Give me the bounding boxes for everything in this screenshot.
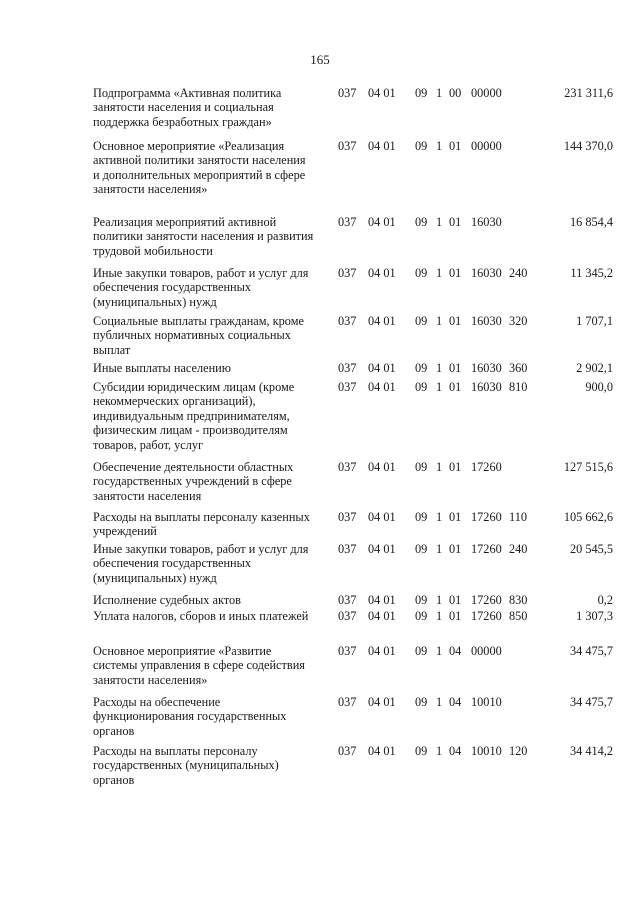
cell-sub: 1 [436, 380, 443, 394]
cell-program: 09 [415, 695, 428, 709]
row-name: Социальные выплаты гражданам, кроме публичных нормативных социальных выплат [93, 314, 304, 357]
cell-exptype: 830 [509, 593, 528, 607]
cell-exptype: 120 [509, 744, 528, 758]
cell-event: 01 [449, 314, 462, 328]
row-name: Реализация мероприятий активной политики занятости населения и развития трудовой мобильности [93, 215, 314, 258]
row-name: Расходы на выплаты персоналу государственных (муниципальных) органов [93, 744, 279, 787]
cell-event: 00 [449, 86, 462, 100]
cell-ministry: 037 [338, 380, 357, 394]
cell-direction: 00000 [471, 86, 502, 100]
cell-event: 01 [449, 139, 462, 153]
cell-exptype: 810 [509, 380, 528, 394]
cell-exptype: 240 [509, 542, 528, 556]
cell-event: 01 [449, 361, 462, 375]
cell-section: 04 01 [368, 542, 396, 556]
cell-ministry: 037 [338, 361, 357, 375]
cell-sub: 1 [436, 460, 443, 474]
cell-exptype: 320 [509, 314, 528, 328]
row-name: Субсидии юридическим лицам (кроме некоммерческих организаций), индивидуальным предпринимателям, физическим лицам - производителям товаров, работ, услуг [93, 380, 295, 452]
cell-exptype: 850 [509, 609, 528, 623]
cell-program: 09 [415, 215, 428, 229]
cell-event: 01 [449, 593, 462, 607]
cell-ministry: 037 [338, 215, 357, 229]
row-name: Уплата налогов, сборов и иных платежей [93, 609, 309, 623]
row-name: Иные закупки товаров, работ и услуг для обеспечения государственных (муниципальных) нужд [93, 266, 309, 309]
cell-direction: 16030 [471, 361, 502, 375]
table-row [93, 139, 613, 197]
cell-ministry: 037 [338, 644, 357, 658]
table-row [93, 361, 613, 375]
cell-ministry: 037 [338, 593, 357, 607]
table-row [93, 609, 613, 623]
cell-direction: 16030 [471, 380, 502, 394]
cell-section: 04 01 [368, 361, 396, 375]
table-row [93, 314, 613, 357]
cell-amount: 0,2 [597, 593, 613, 607]
cell-section: 04 01 [368, 593, 396, 607]
table-row [93, 695, 613, 738]
cell-sub: 1 [436, 266, 443, 280]
cell-event: 01 [449, 609, 462, 623]
cell-program: 09 [415, 86, 428, 100]
cell-ministry: 037 [338, 542, 357, 556]
cell-sub: 1 [436, 644, 443, 658]
cell-section: 04 01 [368, 644, 396, 658]
cell-direction: 17260 [471, 542, 502, 556]
table-row [93, 644, 613, 687]
cell-sub: 1 [436, 139, 443, 153]
row-name: Обеспечение деятельности областных государственных учреждений в сфере занятости населения [93, 460, 294, 503]
cell-section: 04 01 [368, 460, 396, 474]
cell-program: 09 [415, 609, 428, 623]
cell-program: 09 [415, 266, 428, 280]
cell-section: 04 01 [368, 695, 396, 709]
cell-amount: 127 515,6 [563, 460, 613, 474]
cell-direction: 16030 [471, 266, 502, 280]
cell-program: 09 [415, 139, 428, 153]
cell-section: 04 01 [368, 380, 396, 394]
row-name: Основное мероприятие «Реализация активной политики занятости населения и дополнительных мероприятий в сфере занятости населения» [93, 139, 306, 197]
cell-sub: 1 [436, 86, 443, 100]
cell-program: 09 [415, 361, 428, 375]
cell-program: 09 [415, 460, 428, 474]
cell-section: 04 01 [368, 314, 396, 328]
row-name: Основное мероприятие «Развитие системы управления в сфере содействия занятости населения» [93, 644, 305, 687]
cell-event: 01 [449, 510, 462, 524]
cell-sub: 1 [436, 744, 443, 758]
cell-event: 04 [449, 695, 462, 709]
cell-event: 01 [449, 542, 462, 556]
cell-ministry: 037 [338, 139, 357, 153]
row-name: Расходы на выплаты персоналу казенных учреждений [93, 510, 310, 539]
row-name: Подпрограмма «Активная политика занятости населения и социальная поддержка безработных граждан» [93, 86, 282, 129]
table-row [93, 380, 613, 452]
cell-program: 09 [415, 744, 428, 758]
cell-direction: 17260 [471, 593, 502, 607]
cell-ministry: 037 [338, 266, 357, 280]
row-name: Расходы на обеспечение функционирования государственных органов [93, 695, 287, 738]
cell-ministry: 037 [338, 460, 357, 474]
cell-section: 04 01 [368, 215, 396, 229]
cell-ministry: 037 [338, 86, 357, 100]
cell-section: 04 01 [368, 609, 396, 623]
cell-direction: 00000 [471, 644, 502, 658]
cell-sub: 1 [436, 361, 443, 375]
cell-sub: 1 [436, 609, 443, 623]
cell-section: 04 01 [368, 744, 396, 758]
page-number: 165 [310, 52, 330, 67]
cell-direction: 17260 [471, 460, 502, 474]
cell-event: 01 [449, 266, 462, 280]
cell-sub: 1 [436, 695, 443, 709]
cell-direction: 16030 [471, 314, 502, 328]
cell-sub: 1 [436, 215, 443, 229]
cell-direction: 10010 [471, 744, 502, 758]
table-row [93, 510, 613, 539]
cell-event: 04 [449, 644, 462, 658]
cell-section: 04 01 [368, 266, 396, 280]
cell-amount: 1 307,3 [576, 609, 613, 623]
cell-sub: 1 [436, 314, 443, 328]
cell-ministry: 037 [338, 695, 357, 709]
cell-amount: 11 345,2 [570, 266, 613, 280]
table-row [93, 266, 613, 309]
cell-sub: 1 [436, 510, 443, 524]
table-row [93, 460, 613, 503]
row-name: Иные выплаты населению [93, 361, 231, 375]
table-row [93, 542, 613, 585]
cell-event: 01 [449, 215, 462, 229]
cell-program: 09 [415, 644, 428, 658]
cell-direction: 00000 [471, 139, 502, 153]
cell-amount: 34 414,2 [569, 744, 613, 758]
cell-program: 09 [415, 510, 428, 524]
cell-direction: 17260 [471, 510, 502, 524]
cell-section: 04 01 [368, 86, 396, 100]
cell-program: 09 [415, 314, 428, 328]
cell-exptype: 110 [509, 510, 527, 524]
cell-amount: 900,0 [585, 380, 613, 394]
row-name: Исполнение судебных актов [93, 593, 241, 607]
cell-section: 04 01 [368, 510, 396, 524]
cell-amount: 34 475,7 [569, 644, 613, 658]
cell-amount: 20 545,5 [569, 542, 613, 556]
table-row [93, 86, 613, 129]
cell-amount: 16 854,4 [569, 215, 613, 229]
cell-ministry: 037 [338, 609, 357, 623]
cell-amount: 144 370,0 [563, 139, 613, 153]
cell-amount: 34 475,7 [569, 695, 613, 709]
cell-ministry: 037 [338, 314, 357, 328]
cell-program: 09 [415, 380, 428, 394]
cell-direction: 10010 [471, 695, 502, 709]
table-row [93, 744, 613, 787]
cell-amount: 231 311,6 [564, 86, 613, 100]
cell-event: 04 [449, 744, 462, 758]
cell-exptype: 360 [509, 361, 528, 375]
cell-section: 04 01 [368, 139, 396, 153]
cell-program: 09 [415, 593, 428, 607]
table-row [93, 215, 613, 258]
cell-ministry: 037 [338, 744, 357, 758]
cell-amount: 1 707,1 [576, 314, 613, 328]
cell-sub: 1 [436, 542, 443, 556]
row-name: Иные закупки товаров, работ и услуг для обеспечения государственных (муниципальных) нужд [93, 542, 309, 585]
cell-event: 01 [449, 380, 462, 394]
cell-sub: 1 [436, 593, 443, 607]
cell-direction: 17260 [471, 609, 502, 623]
cell-ministry: 037 [338, 510, 357, 524]
cell-exptype: 240 [509, 266, 528, 280]
cell-amount: 2 902,1 [576, 361, 613, 375]
cell-direction: 16030 [471, 215, 502, 229]
cell-event: 01 [449, 460, 462, 474]
cell-program: 09 [415, 542, 428, 556]
table-row [93, 593, 613, 607]
cell-amount: 105 662,6 [563, 510, 613, 524]
